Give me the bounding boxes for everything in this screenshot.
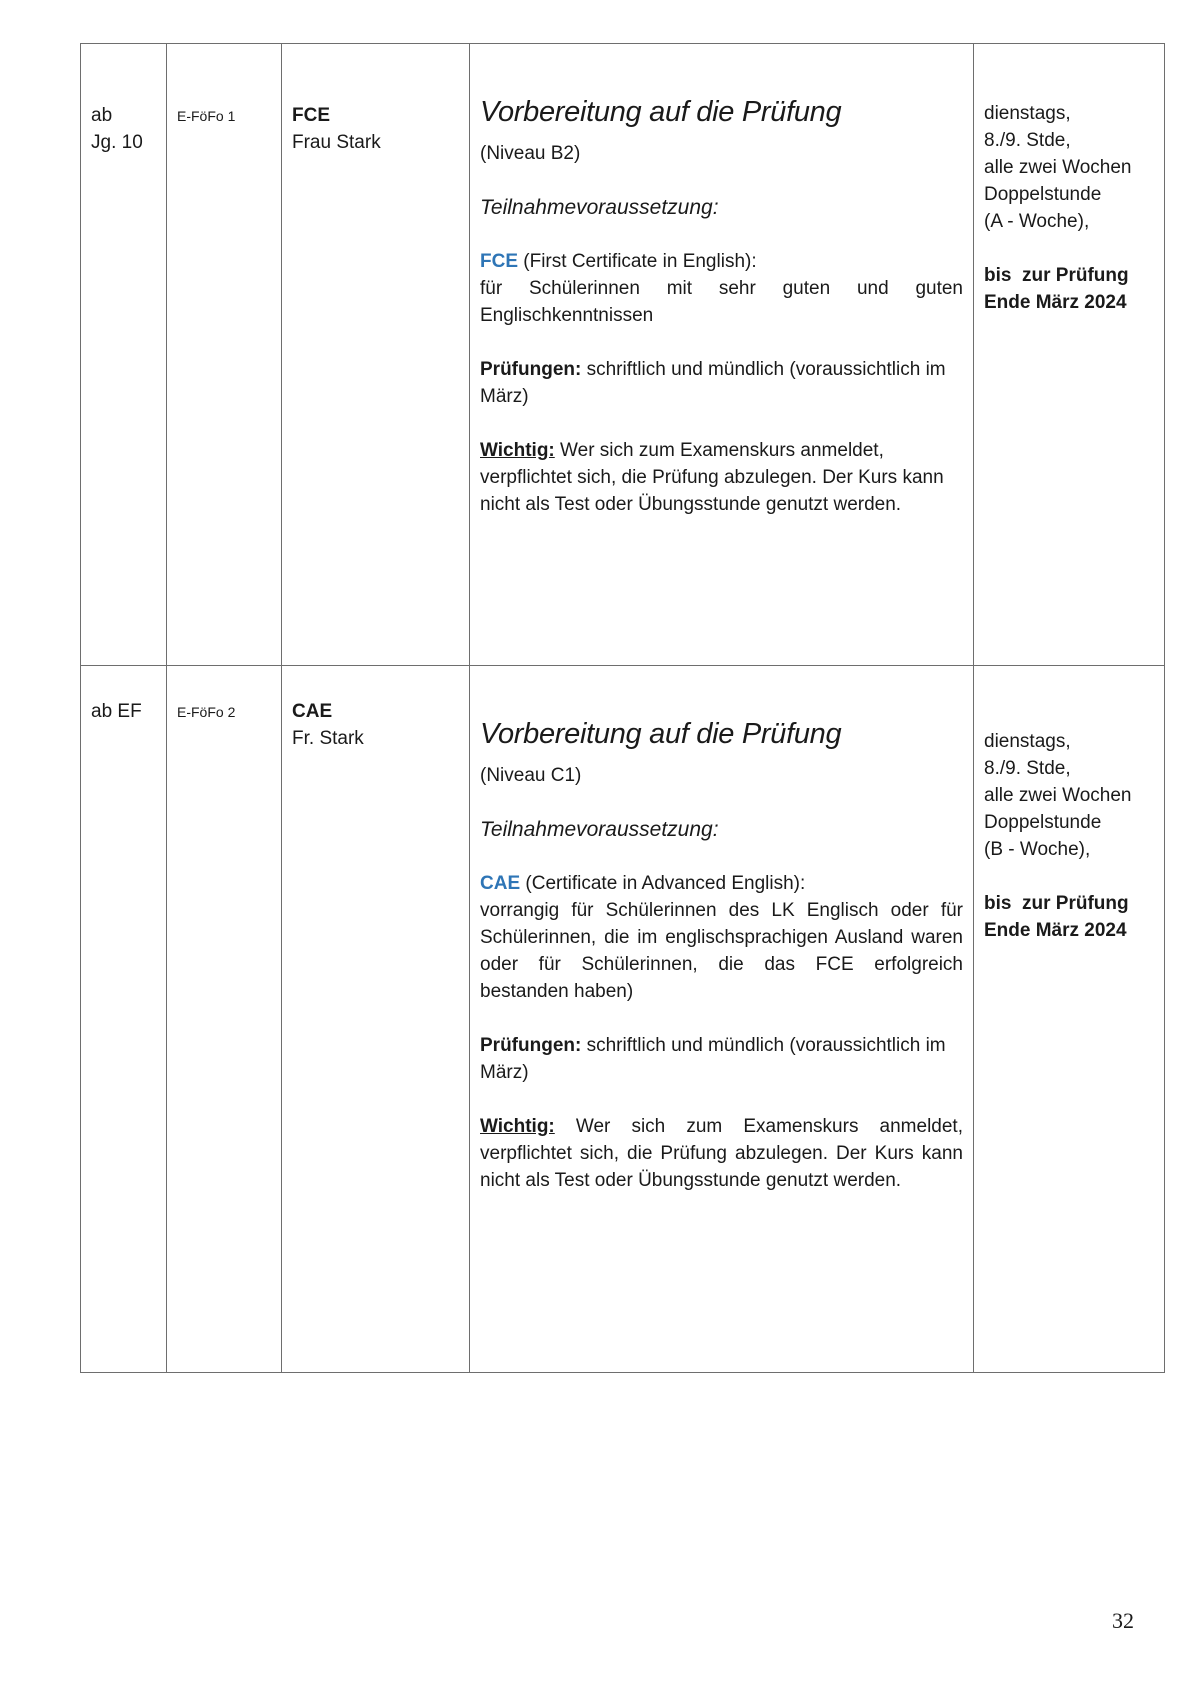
- schedule-line: alle zwei Wochen: [984, 157, 1132, 178]
- requirement-label: Teilnahmevoraussetzung:: [480, 818, 719, 841]
- course-heading: Vorbereitung auf die Prüfung: [480, 96, 842, 128]
- until-line: bis zur Prüfung: [984, 265, 1129, 286]
- teacher-name: Frau Stark: [292, 132, 381, 153]
- certificate-description: für Schülerinnen mit sehr guten und guten Englischkenntnissen: [480, 278, 963, 326]
- important-note: [480, 437, 963, 518]
- certificate-line: [480, 248, 963, 275]
- description-cell: [470, 666, 974, 1373]
- exams-label: Prüfungen:: [480, 359, 582, 380]
- requirement-label: Teilnahmevoraussetzung:: [480, 196, 719, 219]
- course-title-cell: [282, 44, 470, 666]
- exams-label: Prüfungen:: [480, 1035, 582, 1056]
- course-title-cell: [282, 666, 470, 1373]
- course-heading: Vorbereitung auf die Prüfung: [480, 718, 842, 750]
- important-label: Wichtig:: [480, 440, 555, 461]
- grade-cell: [81, 44, 167, 666]
- certificate-abbr: CAE: [480, 873, 521, 894]
- schedule-line: (A - Woche),: [984, 211, 1090, 232]
- exams-detail: schriftlich und mündlich (voraussichtlich im März): [480, 1035, 946, 1083]
- until-line: bis zur Prüfung: [984, 893, 1129, 914]
- course-code-cell: [167, 44, 282, 666]
- schedule-line: 8./9. Stde,: [984, 130, 1071, 151]
- exams-detail: schriftlich und mündlich (voraussichtlich im März): [480, 359, 946, 407]
- grade-line: ab EF: [91, 701, 142, 722]
- until-line: Ende März 2024: [984, 920, 1127, 941]
- course-table: [80, 43, 1165, 1373]
- schedule-cell: [974, 666, 1165, 1373]
- schedule-line: alle zwei Wochen: [984, 785, 1132, 806]
- certificate-description: vorrangig für Schülerinnen des LK Englisch oder für Schülerinnen, die im englischsprachigen Ausland waren oder für Schülerinnen, die das FCE erfolgreich bestanden haben): [480, 900, 963, 1002]
- schedule-line: Doppelstunde: [984, 184, 1102, 205]
- table-row: [81, 44, 1165, 666]
- table-row: [81, 666, 1165, 1373]
- important-label: Wichtig:: [480, 1116, 555, 1137]
- until-line: Ende März 2024: [984, 292, 1127, 313]
- important-text: Wer sich zum Examenskurs anmeldet, verpflichtet sich, die Prüfung abzulegen. Der Kurs kann nicht als Test oder Übungsstunde genutzt werden.: [480, 1116, 963, 1191]
- certificate-name: (Certificate in Advanced English):: [520, 873, 806, 894]
- course-title: FCE: [292, 105, 330, 126]
- course-title: CAE: [292, 701, 333, 722]
- schedule-line: 8./9. Stde,: [984, 758, 1071, 779]
- teacher-name: Fr. Stark: [292, 728, 364, 749]
- schedule-line: dienstags,: [984, 103, 1071, 124]
- certificate-line: [480, 870, 963, 897]
- schedule-cell: [974, 44, 1165, 666]
- grade-cell: [81, 666, 167, 1373]
- important-note: [480, 1113, 963, 1194]
- exams-text: [480, 356, 963, 410]
- schedule-line: dienstags,: [984, 731, 1071, 752]
- schedule-line: Doppelstunde: [984, 812, 1102, 833]
- level-text: (Niveau C1): [480, 765, 582, 786]
- certificate-abbr: FCE: [480, 251, 518, 272]
- course-code: E-FöFo 2: [177, 704, 236, 720]
- page-number: 32: [1112, 1608, 1134, 1633]
- description-cell: [470, 44, 974, 666]
- certificate-name: (First Certificate in English):: [518, 251, 757, 272]
- course-code: E-FöFo 1: [177, 108, 236, 124]
- important-text: Wer sich zum Examenskurs anmeldet, verpflichtet sich, die Prüfung abzulegen. Der Kurs kann nicht als Test oder Übungsstunde genutzt werden.: [480, 440, 944, 515]
- exams-text: [480, 1032, 963, 1086]
- level-text: (Niveau B2): [480, 143, 581, 164]
- schedule-line: (B - Woche),: [984, 839, 1091, 860]
- course-code-cell: [167, 666, 282, 1373]
- grade-line: ab: [91, 105, 113, 126]
- grade-line: Jg. 10: [91, 132, 143, 153]
